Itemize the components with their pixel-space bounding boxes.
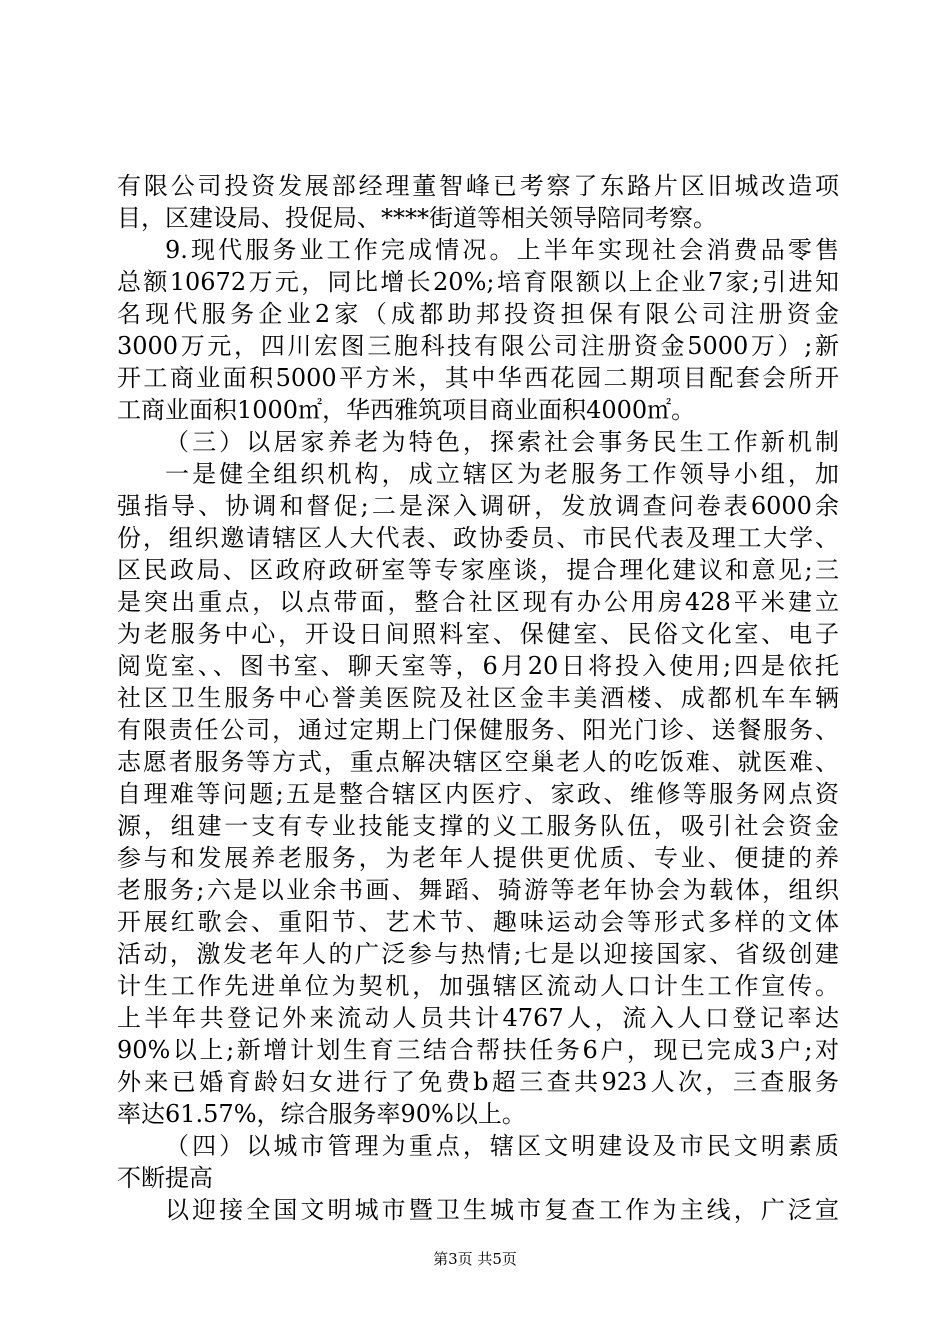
text-line: 老服务;六是以业余书画、舞蹈、骑游等老年协会为载体，组织 [117,876,839,904]
text-line: 工商业面积1000㎡，华西雅筑项目商业面积4000㎡。 [117,396,696,424]
text-line: 社区卫生服务中心誉美医院及社区金丰美酒楼、成都机车车辆 [117,684,839,712]
text-line: 开工商业面积5000平方米，其中华西花园二期项目配套会所开 [117,364,839,392]
text-line: 活动，激发老年人的广泛参与热情;七是以迎接国家、省级创建 [117,940,839,968]
text-line: 区民政局、区政府政研室等专家座谈，提合理化建议和意见;三 [117,556,839,584]
text-line: 为老服务中心，开设日间照料室、保健室、民俗文化室、电子 [117,620,839,648]
text-line: 9.现代服务业工作完成情况。上半年实现社会消费品零售 [165,236,839,264]
text-line: 强指导、协调和督促;二是深入调研，发放调查问卷表6000余 [117,492,839,520]
text-line: 自理难等问题;五是整合辖区内医疗、家政、维修等服务网点资 [117,780,839,808]
text-line: （四）以城市管理为重点，辖区文明建设及市民文明素质 [165,1132,839,1160]
text-line: 有限责任公司，通过定期上门保健服务、阳光门诊、送餐服务、 [117,716,839,744]
text-line: 阅览室、、图书室、聊天室等，6月20日将投入使用;四是依托 [117,652,839,680]
text-line: 源，组建一支有专业技能支撑的义工服务队伍，吸引社会资金 [117,812,839,840]
page-footer: 第3页 共5页 [433,1250,517,1268]
text-line: 率达61.57%，综合服务率90%以上。 [117,1100,526,1128]
text-line: 是突出重点，以点带面，整合社区现有办公用房428平米建立 [117,588,839,616]
text-line: 计生工作先进单位为契机，加强辖区流动人口计生工作宣传。 [117,972,839,1000]
text-line: 目，区建设局、投促局、****街道等相关领导陪同考察。 [117,204,717,232]
text-line: 不断提高 [117,1164,213,1192]
document-body [117,170,839,1226]
text-line: 上半年共登记外来流动人员共计4767人，流入人口登记率达 [117,1004,839,1032]
text-line: 有限公司投资发展部经理董智峰已考察了东路片区旧城改造项 [117,172,839,200]
text-line: 份，组织邀请辖区人大代表、政协委员、市民代表及理工大学、 [117,524,839,552]
text-line: 总额10672万元，同比增长20%;培育限额以上企业7家;引进知 [117,268,839,296]
text-line: 开展红歌会、重阳节、艺术节、趣味运动会等形式多样的文体 [117,908,839,936]
text-line: 志愿者服务等方式，重点解决辖区空巢老人的吃饭难、就医难、 [117,748,839,776]
text-line: 90%以上;新增计划生育三结合帮扶任务6户，现已完成3户;对 [117,1036,839,1064]
text-line: 参与和发展养老服务，为老年人提供更优质、专业、便捷的养 [117,844,839,872]
text-line: 外来已婚育龄妇女进行了免费b超三查共923人次，三查服务 [117,1068,839,1096]
text-line: （三）以居家养老为特色，探索社会事务民生工作新机制 [165,428,839,456]
text-line: 一是健全组织机构，成立辖区为老服务工作领导小组，加 [165,460,839,488]
text-line: 3000万元，四川宏图三胞科技有限公司注册资金5000万）;新 [117,332,839,360]
text-line: 名现代服务企业2家（成都助邦投资担保有限公司注册资金 [117,300,839,328]
text-line: 以迎接全国文明城市暨卫生城市复查工作为主线，广泛宣 [165,1196,839,1224]
